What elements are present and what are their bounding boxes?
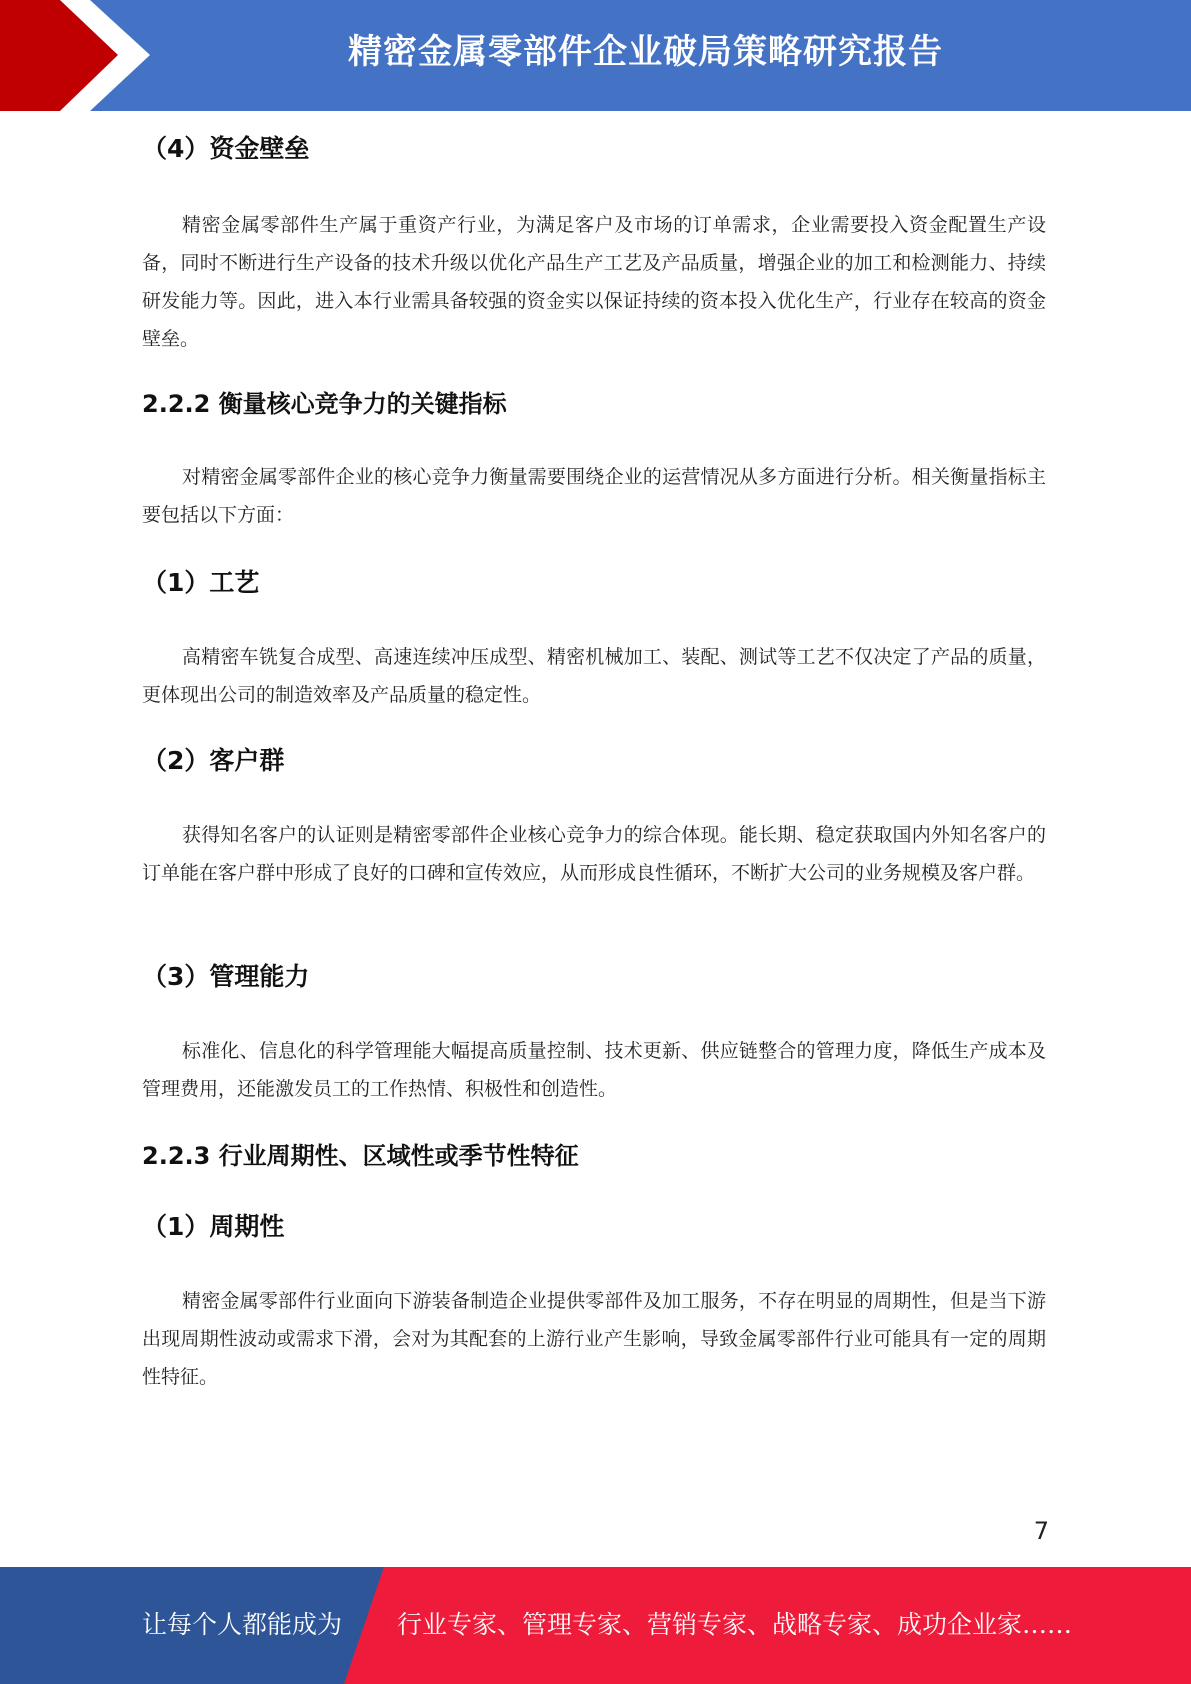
footer-band [0,1567,1191,1684]
page-number: 7 [1033,1517,1049,1545]
paragraph-management: 标准化、信息化的科学管理能大幅提高质量控制、技术更新、供应链整合的管理力度，降低生产成本及管理费用，还能激发员工的工作热情、积极性和创造性。 [142,1040,1046,1100]
footer-slogan-right: 行业专家、管理专家、营销专家、战略专家、成功企业家…… [397,1610,1073,1639]
report-title: 精密金属零部件企业破局策略研究报告 [348,32,943,72]
header-chevron-graphic [0,0,160,111]
heading-section-2-2-3: 2.2.3 行业周期性、区域性或季节性特征 [142,1142,579,1170]
paragraph-section-2-2-2: 对精密金属零部件企业的核心竞争力衡量需要围绕企业的运营情况从多方面进行分析。相关衡量指标主要包括以下方面： [142,466,1046,526]
paragraph-capital-barrier: 精密金属零部件生产属于重资产行业，为满足客户及市场的订单需求，企业需要投入资金配置生产设备，同时不断进行生产设备的技术升级以优化产品生产工艺及产品质量，增强企业的加工和检测能力、持续研发能力等。因此，进入本行业需具备较强的资金实以保证持续的资本投入优化生产，行业存在较高的资金壁垒。 [142,214,1046,350]
header-band [0,0,1191,111]
paragraph-craft: 高精密车铣复合成型、高速连续冲压成型、精密机械加工、装配、测试等工艺不仅决定了产品的质量，更体现出公司的制造效率及产品质量的稳定性。 [142,646,1046,706]
heading-craft: （1）工艺 [142,568,260,597]
heading-customers: （2）客户群 [142,746,285,775]
heading-capital-barrier: （4）资金壁垒 [142,134,310,163]
heading-section-2-2-2: 2.2.2 衡量核心竞争力的关键指标 [142,390,507,418]
heading-management: （3）管理能力 [142,962,310,991]
paragraph-cyclical: 精密金属零部件行业面向下游装备制造企业提供零部件及加工服务，不存在明显的周期性，但是当下游出现周期性波动或需求下滑，会对为其配套的上游行业产生影响，导致金属零部件行业可能具有一定的周期性特征。 [142,1290,1046,1388]
footer-slogan-left: 让每个人都能成为 [142,1610,343,1639]
paragraph-customers: 获得知名客户的认证则是精密零部件企业核心竞争力的综合体现。能长期、稳定获取国内外知名客户的订单能在客户群中形成了良好的口碑和宣传效应，从而形成良性循环，不断扩大公司的业务规模及客户群。 [142,824,1046,884]
heading-cyclical: （1）周期性 [142,1212,285,1241]
